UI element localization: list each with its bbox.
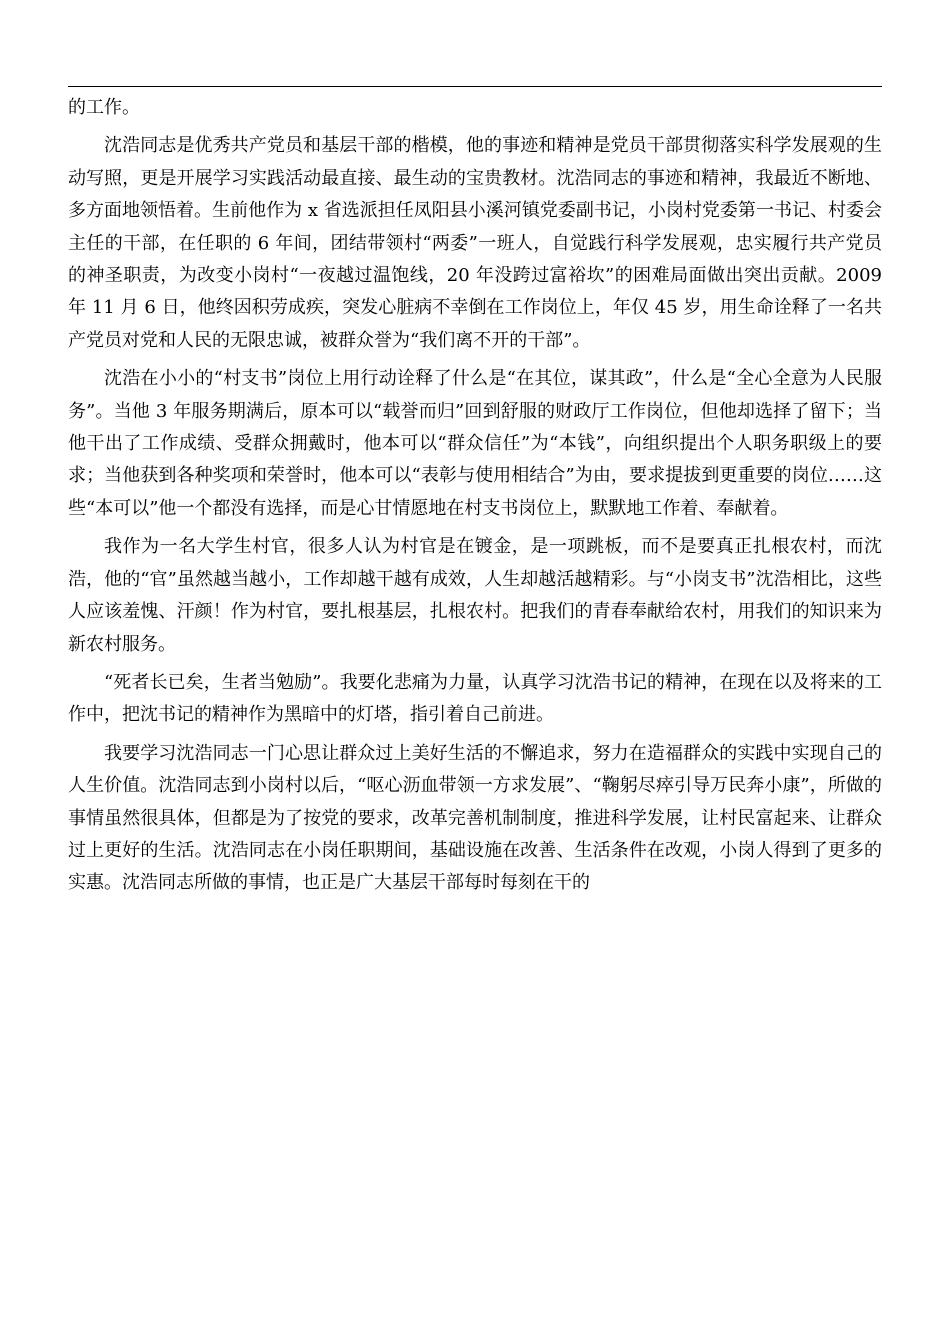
paragraph-continuation: 的工作。: [68, 97, 140, 118]
document-body: [68, 92, 882, 906]
paragraph-quote: “死者长已矣，生者当勉励”。我要化悲痛为力量，认真学习沈浩书记的精神，在现在以及将来的工作中，把沈书记的精神作为黑暗中的灯塔，指引着自己前进。: [68, 671, 882, 726]
paragraph-village-secretary: 沈浩在小小的“村支书”岗位上用行动诠释了什么是“在其位，谋其政”，什么是“全心全意为人民服务”。当他 3 年服务期满后，原本可以“载誉而归”回到舒服的财政厅工作岗位，但他却选择了留下；当他干出了工作成绩、受群众拥戴时，他本可以“群众信任”为“本钱”，向组织提出个人职务职级上的要求；当他获到各种奖项和荣誉时，他本可以“表彰与使用相结合”为由，要求提拔到更重要的岗位……这些“本可以”他一个都没有选择，而是心甘情愿地在村支书岗位上，默默地工作着、奉献着。: [68, 368, 882, 519]
paragraph-village-official: 我作为一名大学生村官，很多人认为村官是在镀金，是一项跳板，而不是要真正扎根农村，而沈浩，他的“官”虽然越当越小，工作却越干越有成效，人生却越活越精彩。与“小岗支书”沈浩相比，这些人应该羞愧、汗颜！作为村官，要扎根基层，扎根农村。把我们的青春奉献给农村，用我们的知识来为新农村服务。: [68, 536, 882, 655]
paragraph-shenhao-model: 沈浩同志是优秀共产党员和基层干部的楷模，他的事迹和精神是党员干部贯彻落实科学发展观的生动写照，更是开展学习实践活动最直接、最生动的宝贵教材。沈浩同志的事迹和精神，我最近不断地、多方面地领悟着。生前他作为 x 省选派担任凤阳县小溪河镇党委副书记，小岗村党委第一书记、村委会主任的干部，在任职的 6 年间，团结带领村“两委”一班人，自觉践行科学发展观，忠实履行共产党员的神圣职责，为改变小岗村“一夜越过温饱线，20 年没跨过富裕坎”的困难局面做出突出贡献。2009 年 11 月 6 日，他终因积劳成疾，突发心脏病不幸倒在工作岗位上，年仅 45 岁，用生命诠释了一名共产党员对党和人民的无限忠诚，被群众誉为“我们离不开的干部”。: [68, 135, 882, 351]
paragraph-pursuit: 我要学习沈浩同志一门心思让群众过上美好生活的不懈追求，努力在造福群众的实践中实现自己的人生价值。沈浩同志到小岗村以后，“呕心沥血带领一方求发展”、“鞠躬尽瘁引导万民奔小康”，所做的事情虽然很具体，但都是为了按党的要求，改革完善机制制度，推进科学发展，让村民富起来、让群众过上更好的生活。沈浩同志在小岗任职期间，基础设施在改善、生活条件在改观，小岗人得到了更多的实惠。沈浩同志所做的事情，也正是广大基层干部每时每刻在干的: [68, 742, 882, 894]
header-rule: [68, 86, 882, 87]
